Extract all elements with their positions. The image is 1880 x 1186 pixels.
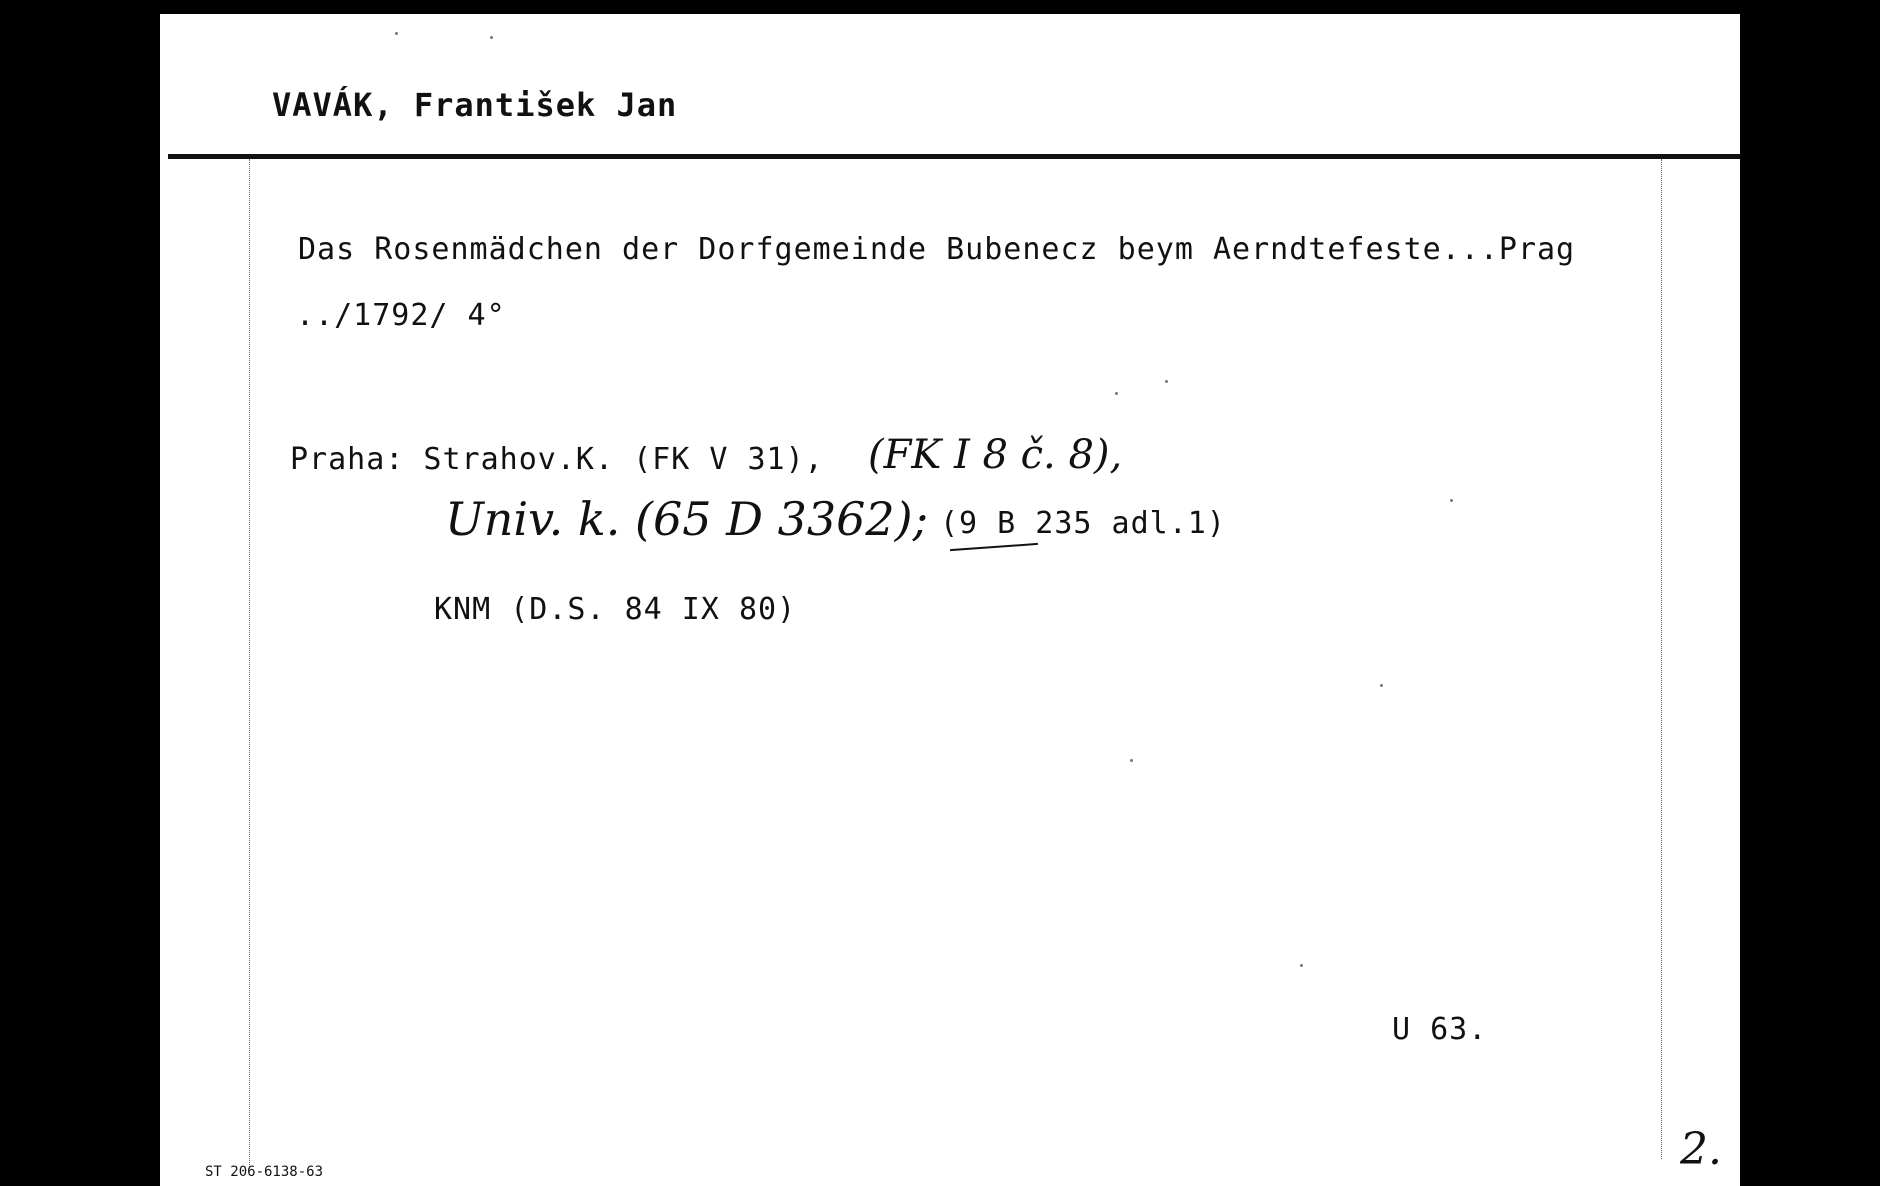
handwritten-underline — [950, 543, 1038, 551]
catalog-card — [160, 14, 1740, 1186]
speck-7 — [1300, 964, 1303, 967]
speck-5 — [1380, 684, 1383, 687]
speck-8 — [1450, 499, 1453, 502]
scan-edge-strip — [1740, 0, 1880, 1186]
right-margin-line — [1661, 159, 1662, 1159]
footer-code: ST 206-6138-63 — [205, 1164, 324, 1180]
holding-prefix: Praha: Strahov.K. (FK V 31), — [290, 442, 824, 477]
speck-3 — [1165, 380, 1168, 383]
speck-6 — [1130, 759, 1133, 762]
corner-handwritten-mark: 2. — [1680, 1124, 1722, 1175]
holding-line-3: KNM (D.S. 84 IX 80) — [434, 592, 797, 627]
handwritten-note-2: Univ. k. (65 D 3362); — [445, 492, 929, 546]
card-heading: VAVÁK, František Jan — [272, 86, 678, 124]
title-line-2: ../1792/ 4° — [296, 298, 506, 333]
speck-4 — [1115, 392, 1118, 395]
shelfmark-signature: U 63. — [1392, 1012, 1488, 1047]
title-line-1: Das Rosenmädchen der Dorfgemeinde Bubenecz beym Aerndtefeste...Prag — [298, 232, 1576, 267]
left-margin-line — [249, 159, 250, 1169]
holding-line-2: (9 B 235 adl.1) — [940, 506, 1226, 541]
speck-2 — [490, 36, 493, 39]
handwritten-note-1: (FK I 8 č. 8), — [868, 432, 1123, 478]
heading-rule — [168, 154, 1740, 159]
speck-1 — [395, 32, 398, 35]
